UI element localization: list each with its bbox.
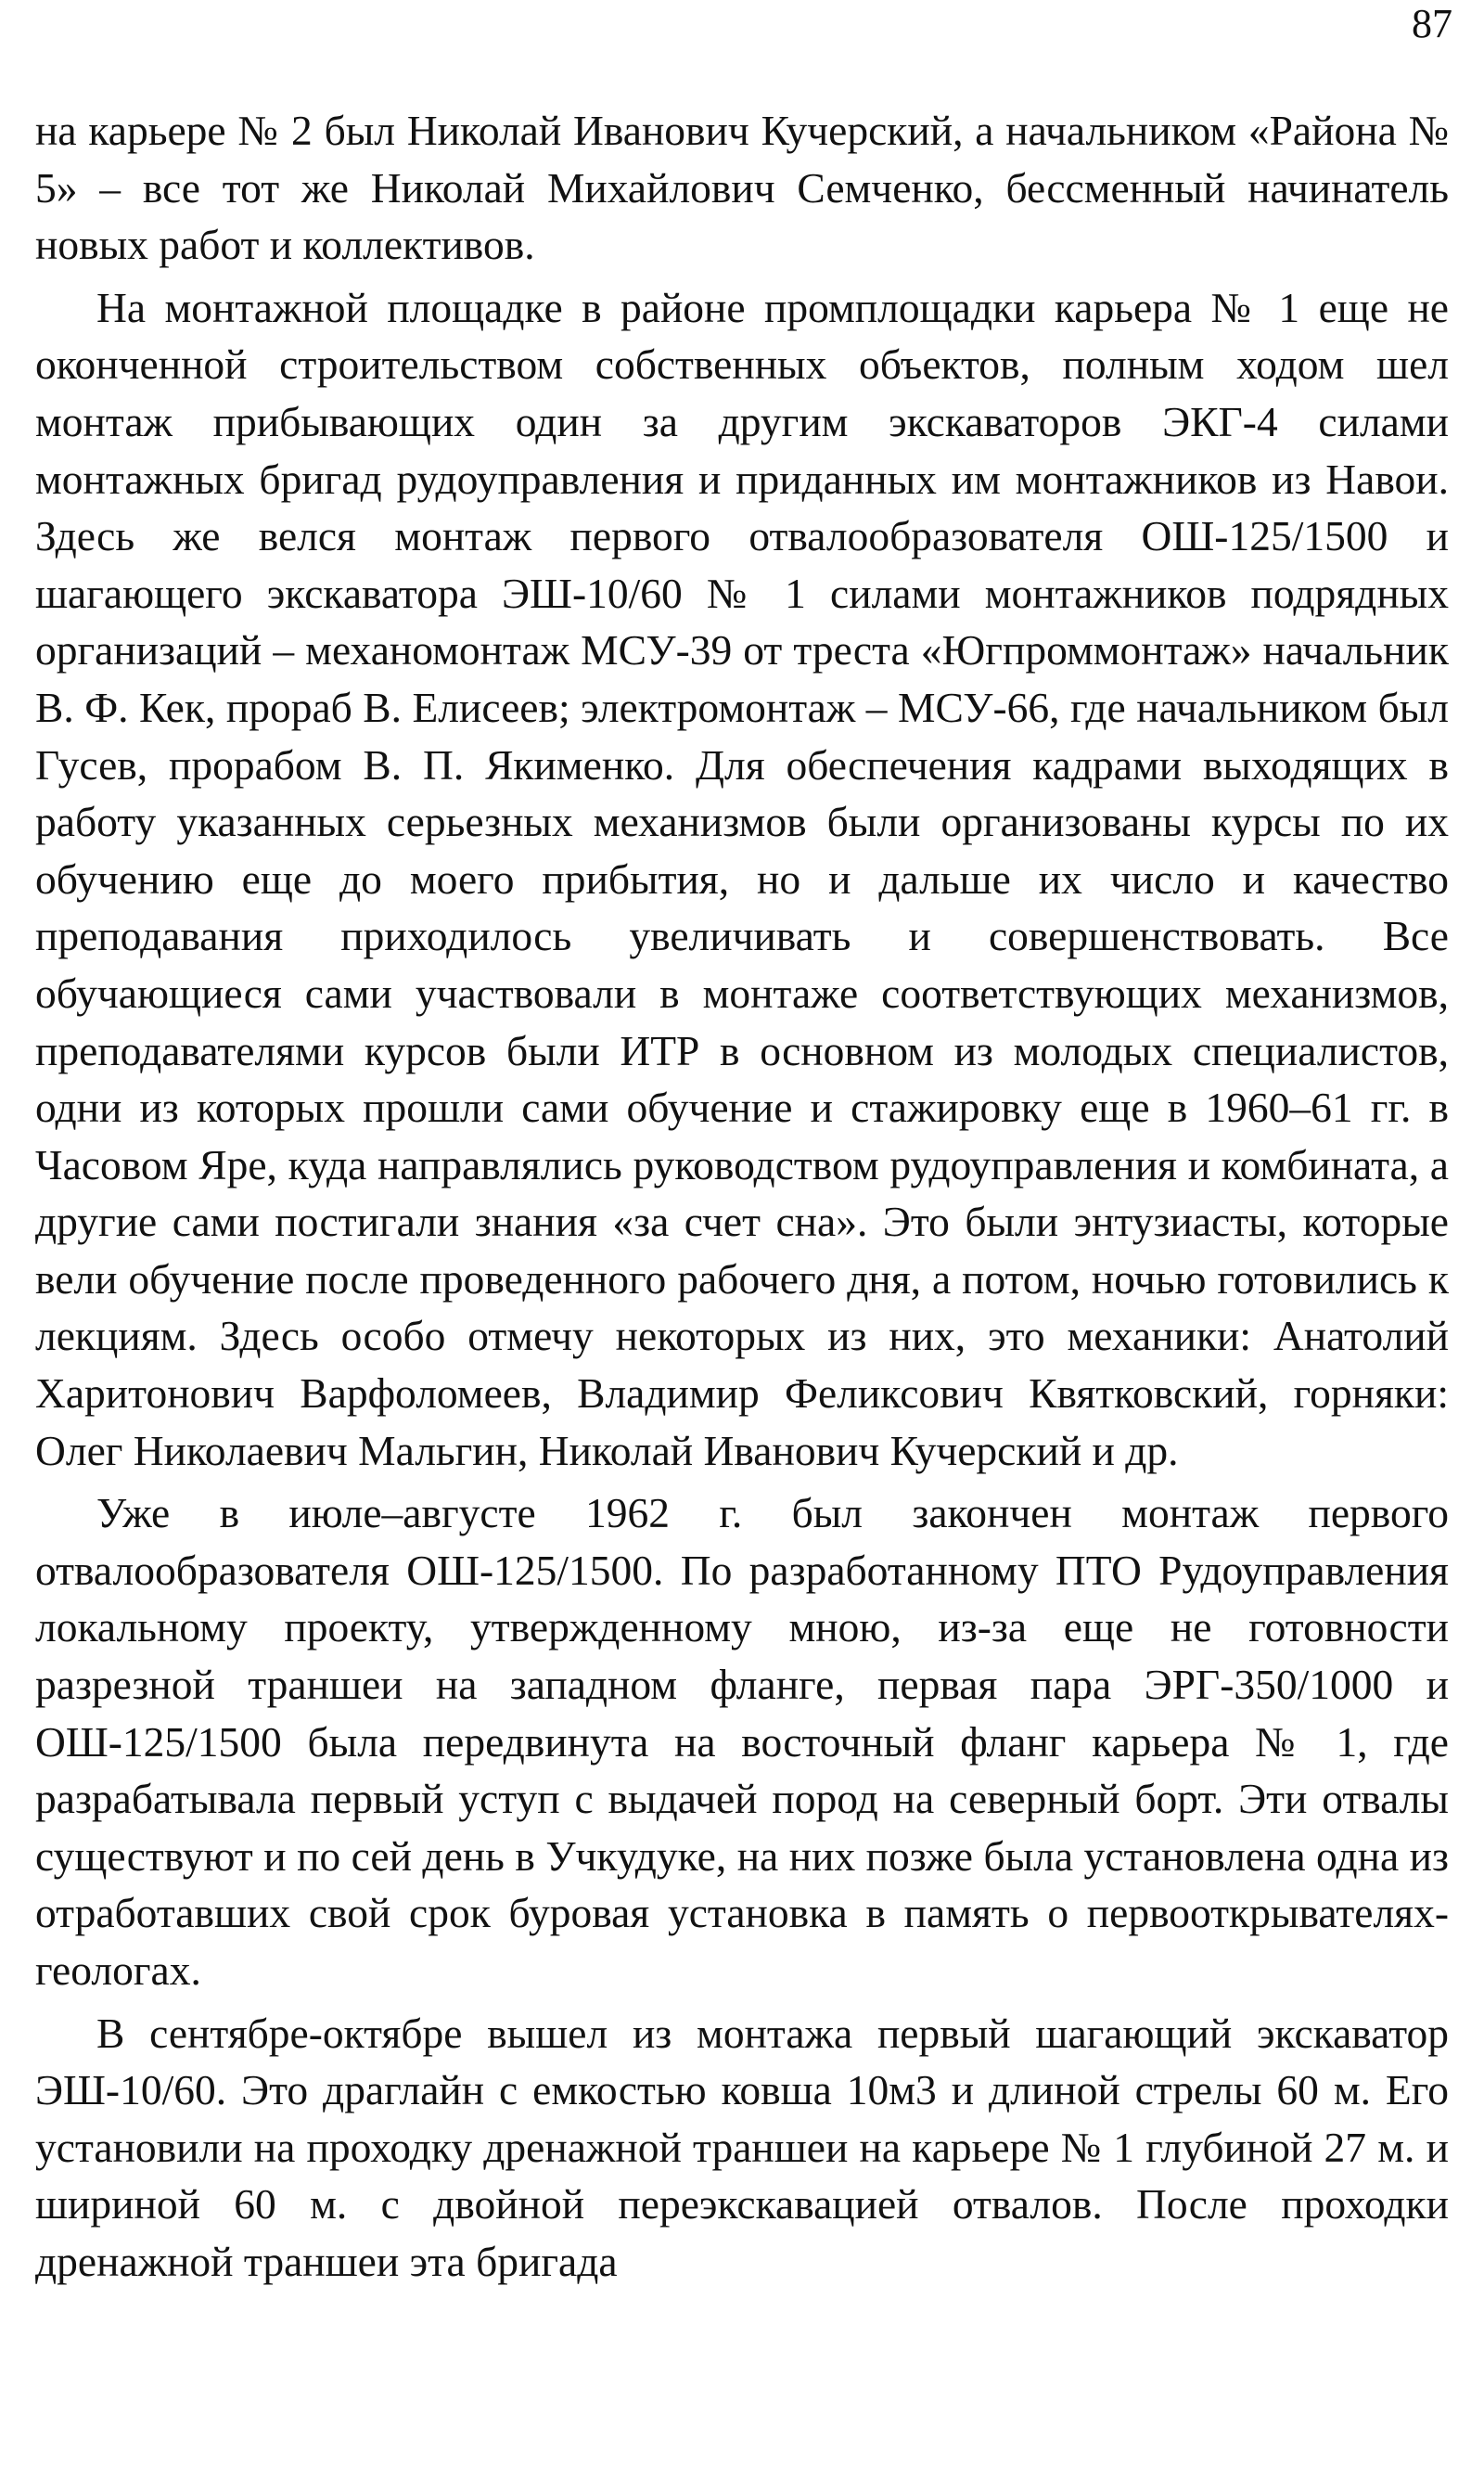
paragraph-montage-site: На монтажной площадке в районе промплощадки карьера № 1 еще не оконченной строительством собственных объектов, полным ходом шел монтаж прибывающих один за другим экскаваторов ЭКГ-4 силами монтажных бригад рудоуправления и приданных им монтажников из Навои. Здесь же велся монтаж первого отвалообразователя ОШ-125/1500 и шагающего экскаватора ЭШ-10/60 № 1 силами монтажников подрядных организаций – механомонтаж МСУ-39 от треста «Югпроммонтаж» начальник В. Ф. Кек, прораб В. Елисеев; электромонтаж – МСУ-66, где начальником был Гусев, прорабом В. П. Якименко. Для обеспечения кадрами выходящих в работу указанных серьезных механизмов были организованы курсы по их обучению еще до моего прибытия, но и дальше их число и качество преподавания приходилось увеличивать и совершенствовать. Все обучающиеся сами участвовали в монтаже соответствующих механизмов, преподавателями курсов были ИТР в основном из молодых специалистов, одни из которых прошли сами обучение и стажировку еще в 1960–61 гг. в Часовом Яре, куда направлялись руководством рудоуправления и комбината, а другие сами постигали знания «за счет сна». Это были энтузиасты, которые вели обучение после проведенного рабочего дня, а потом, ночью готовились к лекциям. Здесь особо отмечу некоторых из них, это механики: Анатолий Харитонович Варфоломеев, Владимир Феликсович Квятковский, горняки: Олег Николаевич Мальгин, Николай Иванович Кучерский и др. [35,283,1449,1474]
paragraph-dragline: В сентябре-октябре вышел из монтажа первый шагающий экскаватор ЭШ-10/60. Это драглайн с емкостью ковша 10м3 и длиной стрелы 60 м. Его установили на проходку дренажной траншеи на карьере № 1 глубиной 27 м. и шириной 60 м. с двойной переэкскавацией отвалов. После проходки дренажной траншеи эта бригада [35,2009,1449,2285]
paragraph-dump-former: Уже в июле–августе 1962 г. был закончен монтаж первого отвалообразователя ОШ-125/1500. По разработанному ПТО Рудоуправления локальному проекту, утвержденному мною, из-за еще не готовности разрезной траншеи на западном фланге, первая пара ЭРГ-350/1000 и ОШ-125/1500 была передвинута на восточный фланг карьера № 1, где разрабатывала первый уступ с выдачей пород на северный борт. Эти отвалы существуют и по сей день в Учкудуке, на них позже была установлена одна из отработавших свой срок буровая установка в память о первооткрывателях-геологах. [35,1489,1449,1994]
document-body [35,102,1449,2296]
page-number: 87 [1412,1,1452,46]
paragraph-continued: на карьере № 2 был Николай Иванович Кучерский, а начальником «Района № 5» – все тот же Николай Михайлович Семченко, бессменный начинатель новых работ и коллективов. [35,107,1449,269]
